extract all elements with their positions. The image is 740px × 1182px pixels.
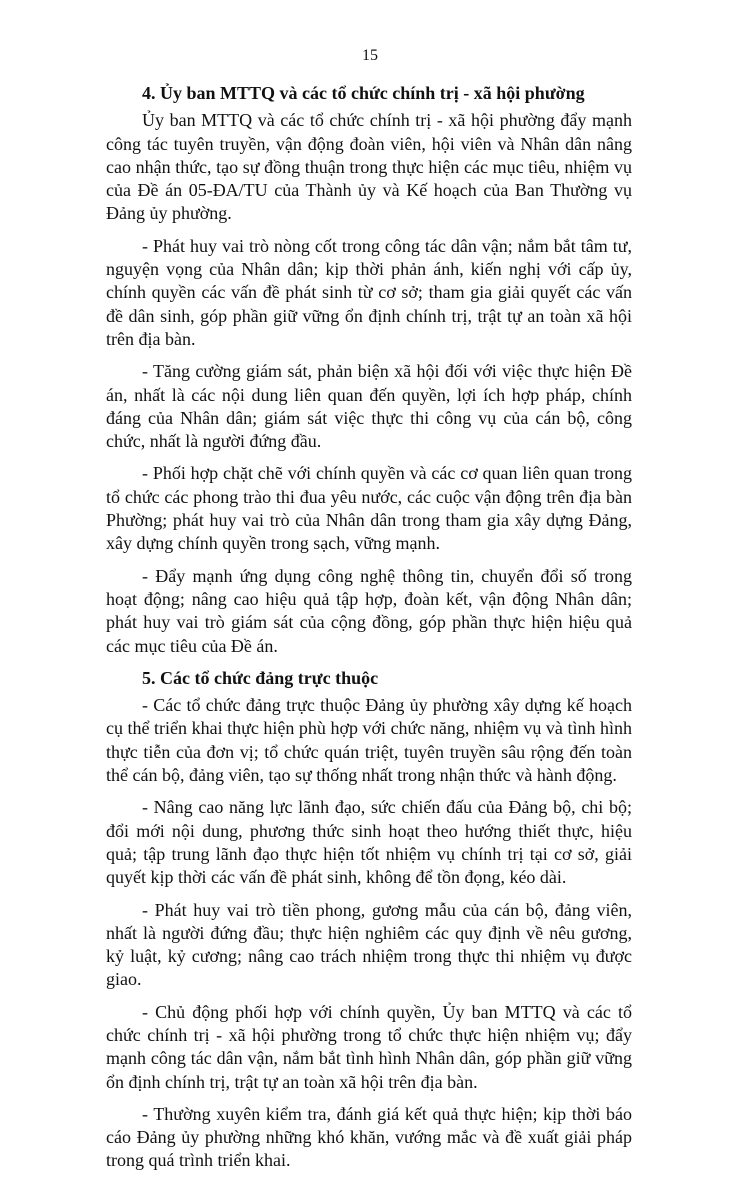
paragraph: - Chủ động phối hợp với chính quyền, Ủy ban MTTQ và các tổ chức chính trị - xã hội phường trong tổ chức thực hiện nhiệm vụ; đẩy mạnh công tác dân vận, nắm bắt tình hình Nhân dân, góp phần giữ vững ổn định chính trị, trật tự an toàn xã hội trên địa bàn. — [106, 1001, 632, 1092]
section-heading: 4. Ủy ban MTTQ và các tổ chức chính trị - xã hội phường — [142, 83, 585, 103]
paragraph: - Nâng cao năng lực lãnh đạo, sức chiến đấu của Đảng bộ, chi bộ; đổi mới nội dung, phương thức sinh hoạt theo hướng thiết thực, hiệu quả; tập trung lãnh đạo thực hiện tốt nhiệm vụ chính trị tại cơ sở, giải quyết kịp thời các vấn đề phát sinh, không để tồn đọng, kéo dài. — [106, 797, 632, 888]
document-body — [106, 82, 632, 1182]
paragraph: - Tăng cường giám sát, phản biện xã hội đối với việc thực hiện Đề án, nhất là các nội dung liên quan đến quyền, lợi ích hợp pháp, chính đáng của Nhân dân; giám sát việc thực thi công vụ của cán bộ, công chức, nhất là người đứng đầu. — [106, 361, 632, 452]
section-heading: 5. Các tổ chức đảng trực thuộc — [142, 667, 379, 688]
paragraph: - Phát huy vai trò nòng cốt trong công tác dân vận; nắm bắt tâm tư, nguyện vọng của Nhân dân; kịp thời phản ánh, kiến nghị với cấp ủy, chính quyền các vấn đề phát sinh từ cơ sở; tham gia giải quyết các vấn đề dân sinh, góp phần giữ vững ổn định chính trị, trật tự an toàn xã hội trên địa bàn. — [106, 235, 632, 349]
page-number: 15 — [362, 47, 378, 64]
paragraph: - Các tổ chức đảng trực thuộc Đảng ủy phường xây dựng kế hoạch cụ thể triển khai thực hiện phù hợp với chức năng, nhiệm vụ và tình hình thực tiễn của đơn vị; tổ chức quán triệt, tuyên truyền sâu rộng đến toàn thể cán bộ, đảng viên, tạo sự thống nhất trong nhận thức và hành động. — [106, 695, 632, 786]
paragraph: - Thường xuyên kiểm tra, đánh giá kết quả thực hiện; kịp thời báo cáo Đảng ủy phường những khó khăn, vướng mắc và đề xuất giải pháp trong quá trình triển khai. — [106, 1103, 632, 1171]
paragraph: - Phối hợp chặt chẽ với chính quyền và các cơ quan liên quan trong tổ chức các phong trào thi đua yêu nước, các cuộc vận động trên địa bàn Phường; phát huy vai trò của Nhân dân trong tham gia xây dựng Đảng, xây dựng chính quyền trong sạch, vững mạnh. — [106, 463, 632, 554]
section-party-organizations — [106, 667, 632, 1173]
paragraph: Ủy ban MTTQ và các tổ chức chính trị - xã hội phường đẩy mạnh công tác tuyên truyền, vận động đoàn viên, hội viên và Nhân dân nâng cao nhận thức, tạo sự đồng thuận trong thực hiện các mục tiêu, nhiệm vụ của Đề án 05-ĐA/TU của Thành ủy và Kế hoạch của Ban Thường vụ Đảng ủy phường. — [106, 110, 632, 224]
paragraph: - Phát huy vai trò tiền phong, gương mẫu của cán bộ, đảng viên, nhất là người đứng đầu; thực hiện nghiêm các quy định về nêu gương, kỷ luật, kỷ cương; nâng cao trách nhiệm trong thực thi nhiệm vụ được giao. — [106, 899, 632, 990]
section-mttq — [106, 82, 632, 658]
paragraph: - Đẩy mạnh ứng dụng công nghệ thông tin, chuyển đổi số trong hoạt động; nâng cao hiệu quả tập hợp, đoàn kết, vận động Nhân dân; phát huy vai trò giám sát của cộng đồng, góp phần thực hiện hiệu quả các mục tiêu của Đề án. — [106, 565, 632, 656]
